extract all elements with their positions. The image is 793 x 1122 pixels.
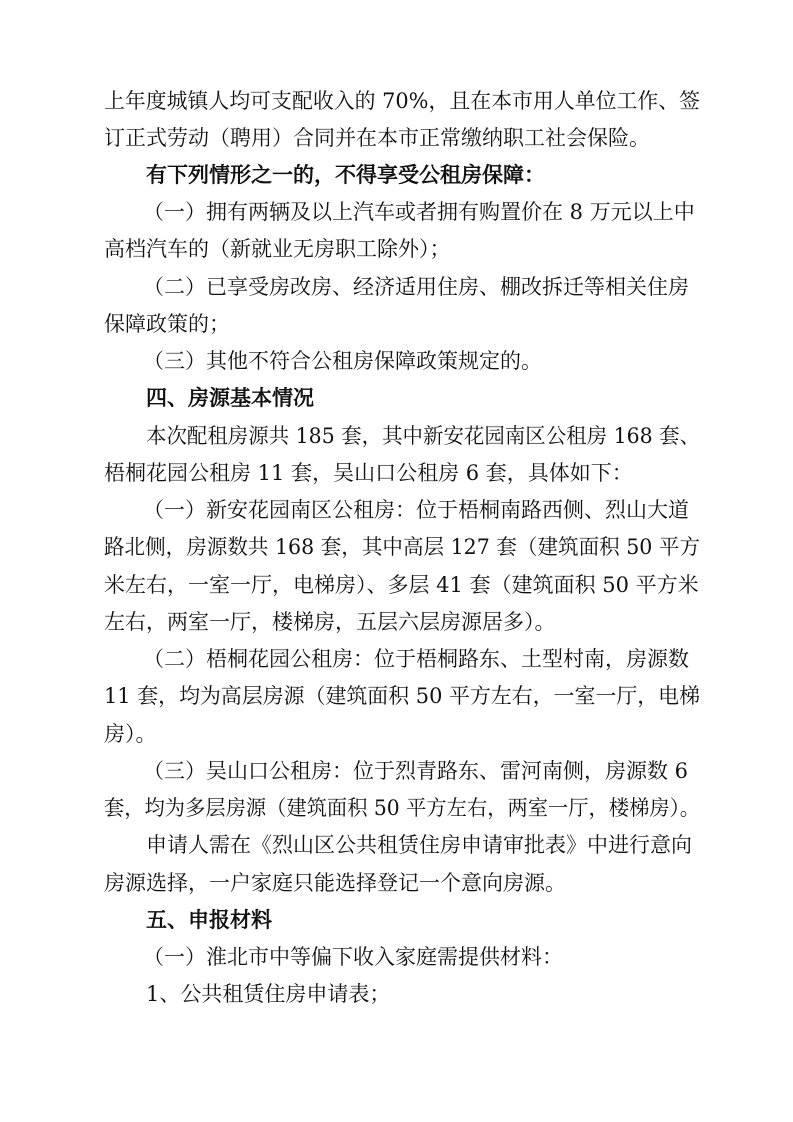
text-line xyxy=(0,495,793,525)
text-line-content: 本次配租房源共 185 套，其中新安花园南区公租房 168 套、 xyxy=(146,424,701,448)
text-line xyxy=(0,421,793,451)
text-line-content: 上年度城镇人均可支配收入的 70%，且在本市用人单位工作、签 xyxy=(104,89,701,113)
text-line xyxy=(0,346,793,376)
text-line-content: 保障政策的； xyxy=(104,312,230,336)
text-line-content: （一）淮北市中等偏下收入家庭需提供材料： xyxy=(143,945,563,969)
text-line-content: （一）拥有两辆及以上汽车或者拥有购置价在 8 万元以上中 xyxy=(143,200,695,224)
text-line-content: 路北侧，房源数共 168 套，其中高层 127 套（建筑面积 50 平方 xyxy=(104,535,701,559)
text-line xyxy=(0,197,793,227)
text-line-content: 房源选择，一户家庭只能选择登记一个意向房源。 xyxy=(104,871,566,895)
text-line xyxy=(0,942,793,972)
text-line xyxy=(0,234,793,264)
text-line xyxy=(0,719,793,749)
heading-text: 有下列情形之一的，不得享受公租房保障： xyxy=(146,162,545,187)
text-line-content: 梧桐花园公租房 11 套，吴山口公租房 6 套，具体如下： xyxy=(104,461,633,485)
heading-text: 四、房源基本情况 xyxy=(146,385,314,410)
text-line-content: 米左右，一室一厅，电梯房）、多层 41 套（建筑面积 50 平方米 xyxy=(104,573,699,597)
text-line-content: （一）新安花园南区公租房：位于梧桐南路西侧、烈山大道 xyxy=(143,498,689,522)
text-line-content: 房）。 xyxy=(104,722,157,746)
text-line-content: 套，均为多层房源（建筑面积 50 平方左右，两室一厅，楼梯房）。 xyxy=(104,796,701,820)
text-line xyxy=(0,793,793,823)
text-line-content: （三）吴山口公租房：位于烈青路东、雷河南侧，房源数 6 xyxy=(143,759,689,783)
text-line xyxy=(0,756,793,786)
text-line xyxy=(0,86,793,116)
text-line xyxy=(0,681,793,711)
text-line xyxy=(0,979,793,1009)
text-line xyxy=(0,830,793,860)
section-heading xyxy=(0,905,793,935)
text-line-content: （三）其他不符合公租房保障政策规定的。 xyxy=(143,349,542,373)
section-heading xyxy=(0,383,793,413)
text-line xyxy=(0,532,793,562)
text-line-content: 高档汽车的（新就业无房职工除外）； xyxy=(104,237,451,261)
text-line xyxy=(0,644,793,674)
text-line xyxy=(0,607,793,637)
text-line xyxy=(0,272,793,302)
section-heading xyxy=(0,160,793,190)
text-line-content: 11 套，均为高层房源（建筑面积 50 平方左右，一室一厅，电梯 xyxy=(104,684,701,708)
text-line xyxy=(0,868,793,898)
text-line-content: 左右，两室一厅，楼梯房，五层六层房源居多）。 xyxy=(104,610,556,634)
text-line xyxy=(0,309,793,339)
text-line-content: 申请人需在《烈山区公共租赁住房申请审批表》中进行意向 xyxy=(146,833,692,857)
text-line-content: 1、公共租赁住房申请表； xyxy=(146,982,391,1006)
text-line-content: 订正式劳动（聘用）合同并在本市正常缴纳职工社会保险。 xyxy=(104,126,650,150)
text-line xyxy=(0,458,793,488)
text-line-content: （二）已享受房改房、经济适用住房、棚改拆迁等相关住房 xyxy=(143,275,689,299)
heading-text: 五、申报材料 xyxy=(146,907,272,932)
text-line xyxy=(0,123,793,153)
text-line xyxy=(0,570,793,600)
text-line-content: （二）梧桐花园公租房：位于梧桐路东、土型村南，房源数 xyxy=(143,647,689,671)
